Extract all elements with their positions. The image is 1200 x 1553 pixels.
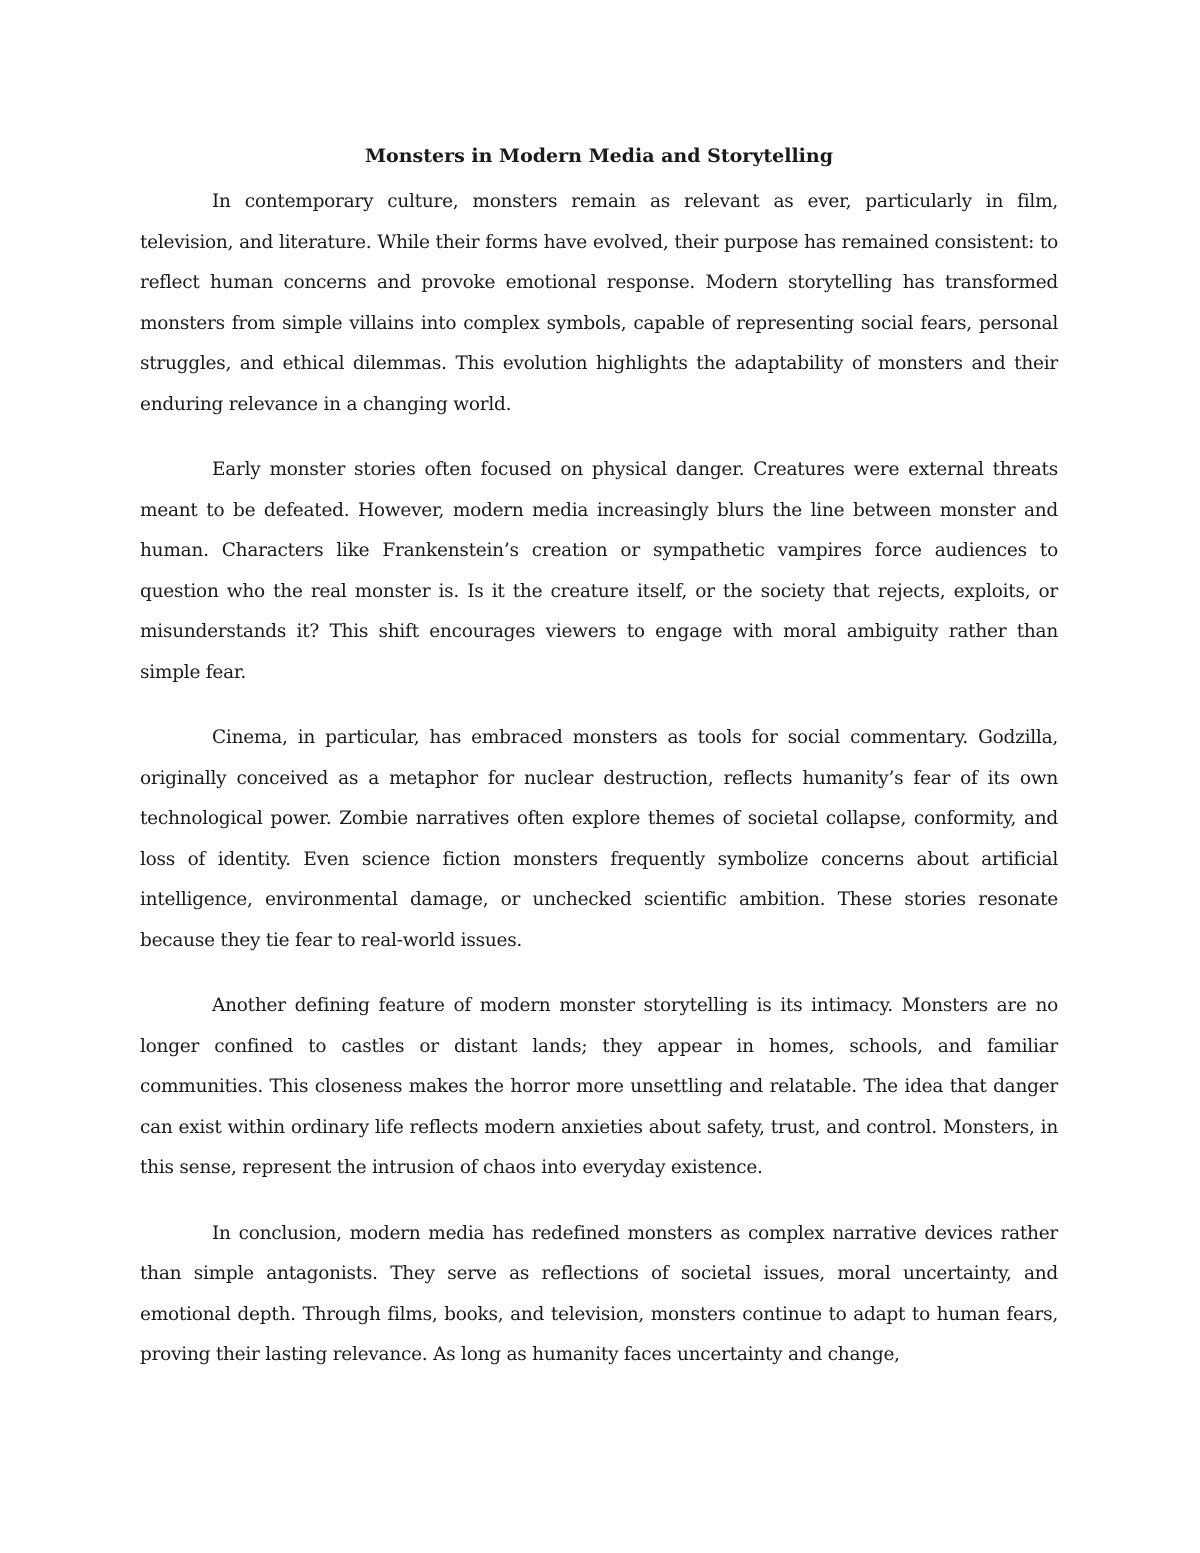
paragraph-intimacy: Another defining feature of modern monster storytelling is its intimacy. Monsters are no longer confined to castles or distant lands; they appear in homes, schools, and familiar communities. This closeness makes the horror more unsettling and relatable. The idea that danger can exist within ordinary life reflects modern anxieties about safety, trust, and control. Monsters, in this sense, represent the intrusion of chaos into everyday existence. — [140, 995, 1058, 1178]
paragraph-intro: In contemporary culture, monsters remain as relevant as ever, particularly in film, television, and literature. While their forms have evolved, their purpose has remained consistent: to reflect human concerns and provoke emotional response. Modern storytelling has transformed monsters from simple villains into complex symbols, capable of representing social fears, personal struggles, and ethical dilemmas. This evolution highlights the adaptability of monsters and their enduring relevance in a changing world. — [140, 191, 1058, 415]
paragraph-cinema: Cinema, in particular, has embraced monsters as tools for social commentary. Godzilla, originally conceived as a metaphor for nuclear destruction, reflects humanity’s fear of its own technological power. Zombie narratives often explore themes of societal collapse, conformity, and loss of identity. Even science fiction monsters frequently symbolize concerns about artificial intelligence, environmental damage, or unchecked scientific ambition. These stories resonate because they tie fear to real-world issues. — [140, 727, 1058, 951]
document-body — [140, 142, 1058, 1401]
paragraph-conclusion: In conclusion, modern media has redefined monsters as complex narrative devices rather than simple antagonists. They serve as reflections of societal issues, moral uncertainty, and emotional depth. Through films, books, and television, monsters continue to adapt to human fears, proving their lasting relevance. As long as humanity faces uncertainty and change, — [140, 1222, 1058, 1365]
document-title: Monsters in Modern Media and Storytelling — [365, 145, 833, 167]
paragraph-early-stories: Early monster stories often focused on physical danger. Creatures were external threats meant to be defeated. However, modern media increasingly blurs the line between monster and human. Characters like Frankenstein’s creation or sympathetic vampires force audiences to question who the real monster is. Is it the creature itself, or the society that rejects, exploits, or misunderstands it? This shift encourages viewers to engage with moral ambiguity rather than simple fear. — [140, 459, 1058, 683]
